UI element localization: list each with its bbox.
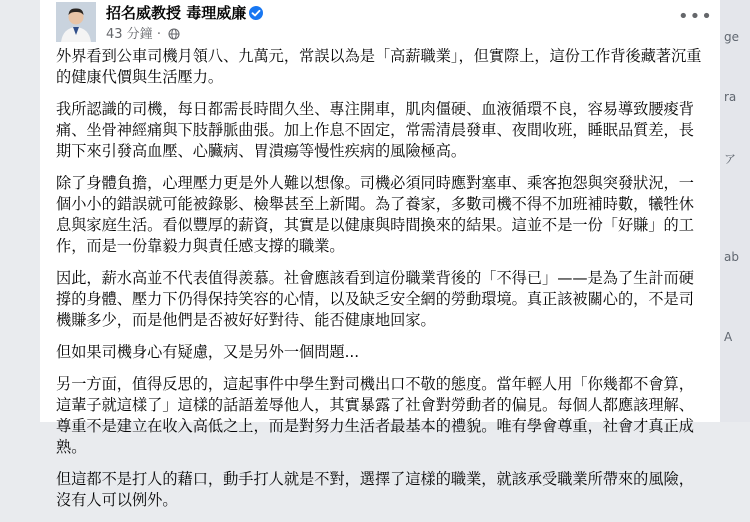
author-avatar[interactable]: [56, 2, 96, 42]
meta-separator: ·: [152, 27, 166, 42]
author-name-text[interactable]: 招名威教授 毒理威廉: [106, 4, 247, 22]
paragraph-1: 外界看到公車司機月領八、九萬元，常誤以為是「高薪職業」，但實際上，這份工作背後藏著沉重的健康代價與生活壓力。: [56, 47, 702, 86]
post-meta: [106, 23, 180, 44]
globe-icon[interactable]: [168, 28, 180, 44]
avatar-photo: [56, 2, 96, 42]
paragraph-5: 但如果司機身心有疑慮，又是另外一個問題...: [56, 343, 360, 361]
adjacent-column: [720, 0, 750, 422]
paragraph-7: 但這都不是打人的藉口，動手打人就是不對，選擇了這樣的職業，就該承受職業所帶來的風險，沒有人可以例外。: [56, 470, 694, 509]
side-fragment: ab: [724, 250, 739, 264]
post-card: [40, 0, 720, 509]
side-fragment: ra: [724, 90, 737, 104]
paragraph-6: 另一方面，值得反思的，這起事件中學生對司機出口不敬的態度。當年輕人用「你幾都不會算，這輩子就這樣了」這樣的話語羞辱他人，其實暴露了社會對勞動者的偏見。每個人都應該理解、尊重不是建立在收入高低之上，而是對努力生活者最基本的禮貌。唯有學會尊重，社會才真正成熟。: [56, 375, 694, 456]
post-time[interactable]: 43 分鐘: [106, 27, 153, 42]
more-dots-icon[interactable]: •••: [678, 6, 713, 27]
author-name[interactable]: [106, 2, 263, 23]
side-fragment: A: [724, 330, 733, 344]
paragraph-3: 除了身體負擔，心理壓力更是外人難以想像。司機必須同時應對塞車、乘客抱怨與突發狀況，一個小小的錯誤就可能被錄影、檢舉甚至上新聞。為了養家，多數司機不得不加班補時數，犧牲休息與家庭生活。看似豐厚的薪資，其實是以健康與時間換來的結果。這並不是一份「好賺」的工作，而是一份靠毅力與責任感支撐的職業。: [56, 174, 694, 255]
post-header: [56, 2, 720, 42]
verified-badge-icon: [249, 6, 263, 20]
side-fragment: ア: [724, 152, 737, 166]
paragraph-2: 我所認識的司機，每日都需長時間久坐、專注開車，肌肉僵硬、血液循環不良，容易導致腰痠背痛、坐骨神經痛與下肢靜脈曲張。加上作息不固定，常需清晨發車、夜間收班，睡眠品質差，長期下來引發高血壓、心臟病、胃潰瘍等慢性疾病的風險極高。: [56, 100, 694, 160]
post-text: [56, 46, 704, 522]
side-fragment: ge: [724, 30, 739, 44]
paragraph-4: 因此，薪水高並不代表值得羨慕。社會應該看到這份職業背後的「不得已」——是為了生計而硬撐的身體、壓力下仍得保持笑容的心情，以及缺乏安全網的勞動環境。真正該被關心的，不是司機賺多少，而是他們是否被好好對待、能否健康地回家。: [56, 269, 694, 329]
